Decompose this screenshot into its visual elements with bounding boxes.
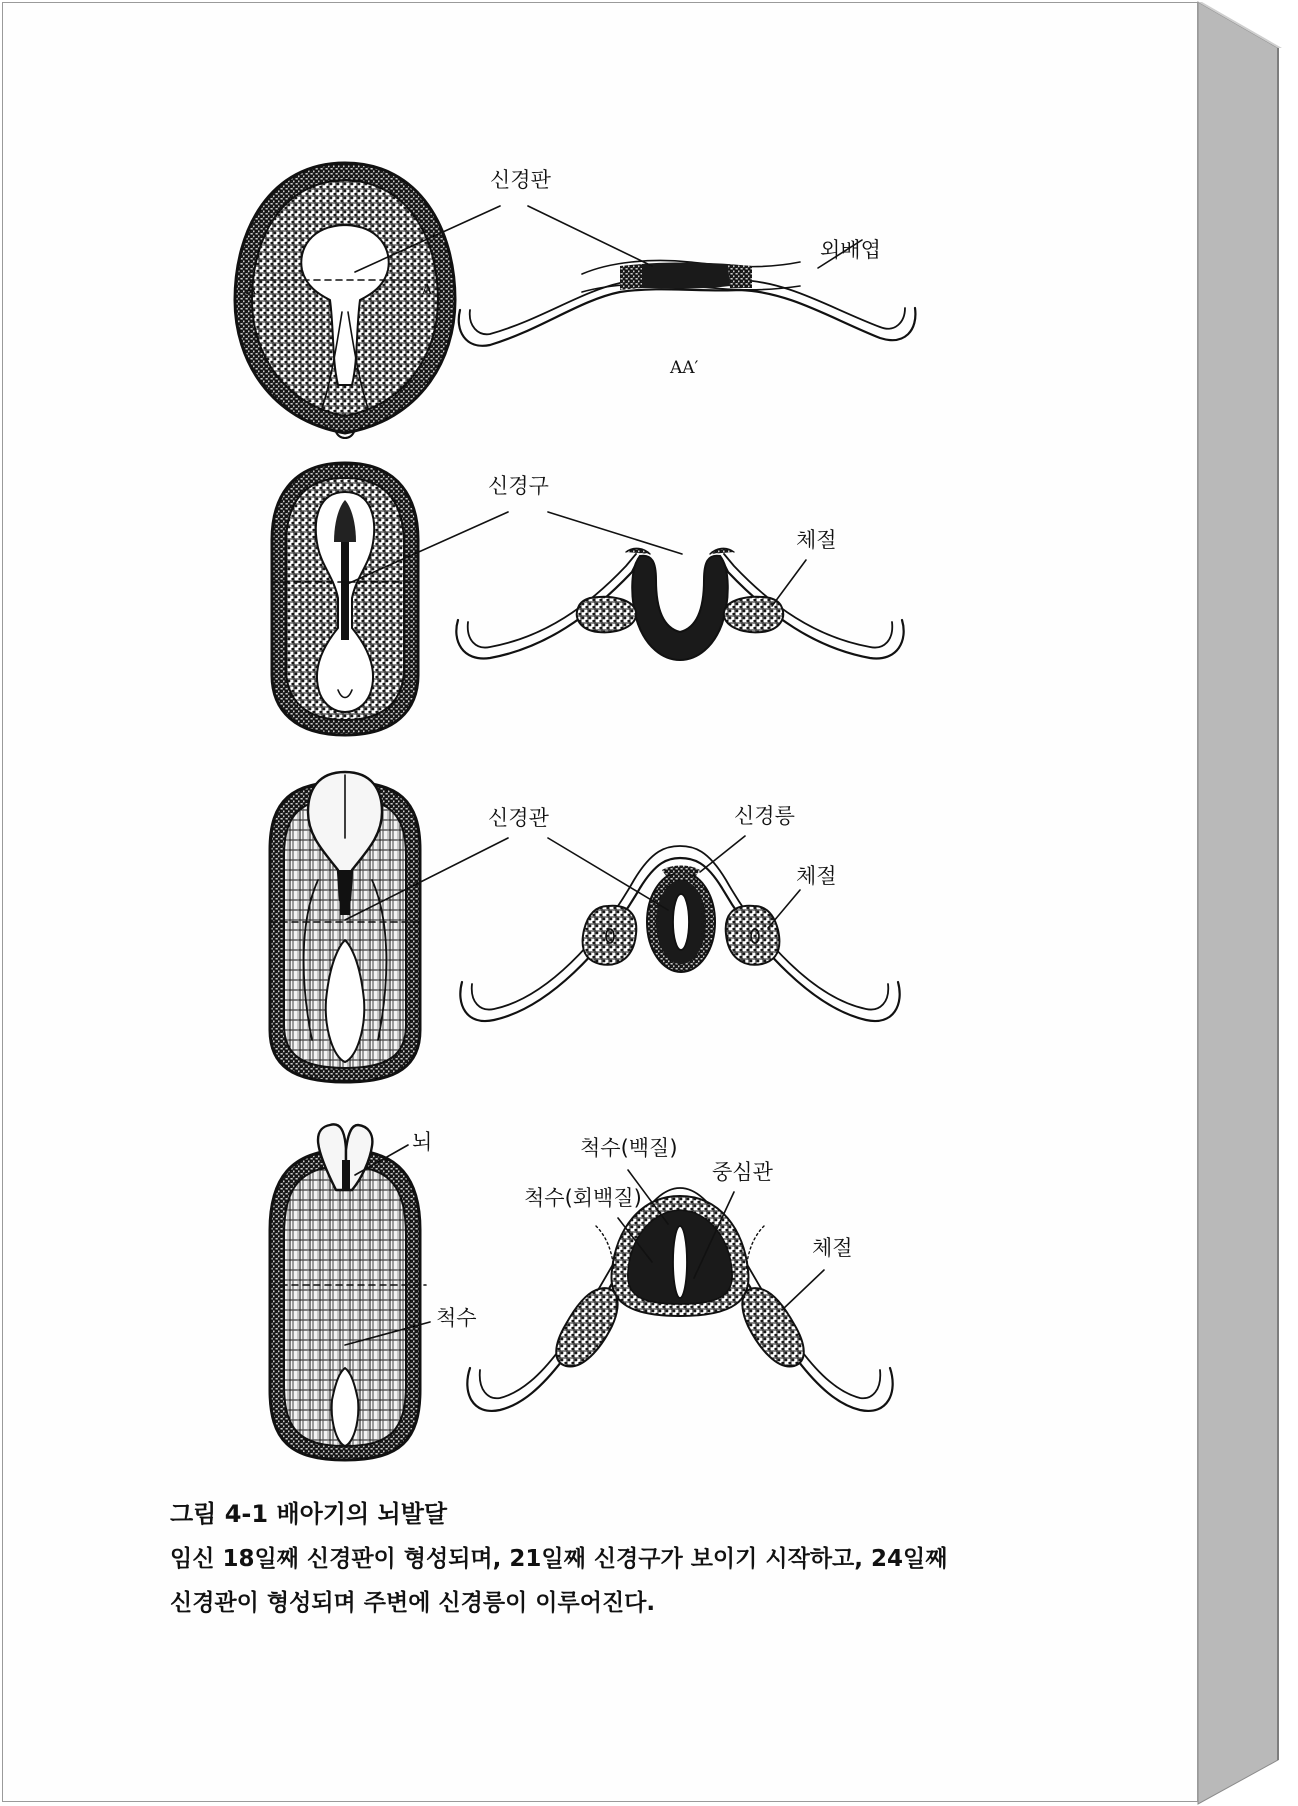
panel2-embryo-drawing [272,463,418,735]
figure-caption-line-2: 신경관이 형성되며 주변에 신경릉이 이루어진다. [170,1590,656,1616]
panel3-embryo-drawing [270,772,420,1082]
label-gray-matter: 척수(회백질) [524,1186,642,1210]
label-neural-groove: 신경구 [488,474,549,498]
label-somite-4: 체절 [812,1236,853,1260]
cut-label-left: A [246,282,257,298]
cut-label-right: A′ [422,282,436,298]
panel1-embryo-drawing [235,163,455,438]
label-brain: 뇌 [412,1130,433,1154]
label-somite-2: 체절 [796,528,837,552]
section-label: AA′ [670,358,699,378]
label-somite-3: 체절 [796,864,837,888]
label-neural-crest: 신경릉 [734,804,795,828]
figure-caption-title: 그림 4-1 배아기의 뇌발달 [170,1500,448,1528]
label-neural-tube: 신경관 [488,806,549,830]
label-neural-plate: 신경판 [490,168,551,192]
label-spinal-cord: 척수 [436,1306,477,1330]
label-ectoderm: 외배엽 [820,238,881,262]
label-white-matter: 척수(백질) [580,1136,678,1160]
panel4-embryo-drawing [270,1124,426,1460]
panel4-cross-section [345,1145,893,1411]
figure-caption-line-1: 임신 18일째 신경판이 형성되며, 21일째 신경구가 보이기 시작하고, 24일째 [170,1546,948,1572]
label-central-canal: 중심관 [712,1160,773,1184]
